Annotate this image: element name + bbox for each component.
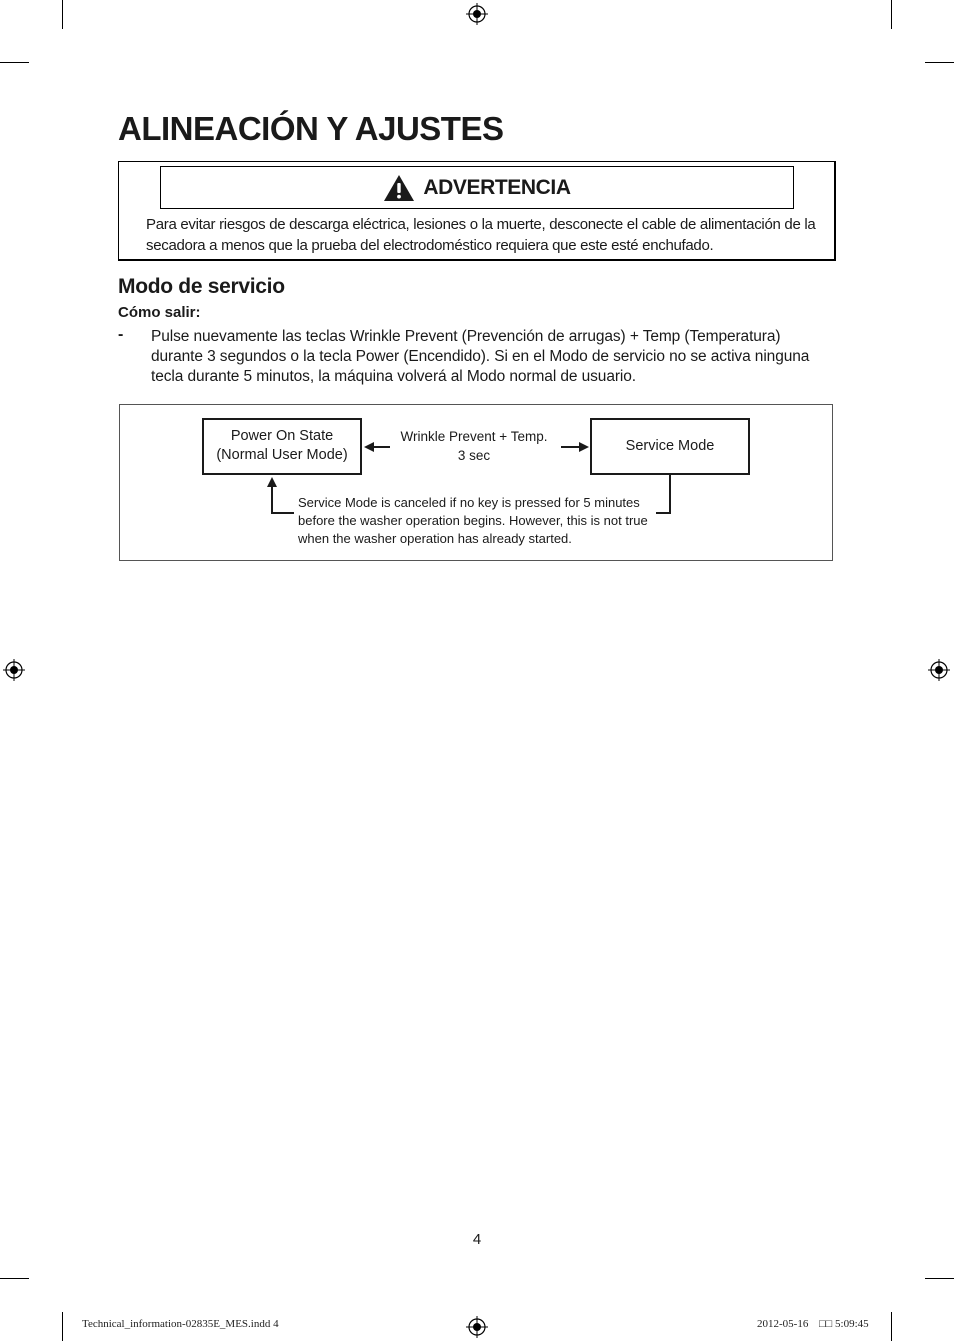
service-mode-label: Service Mode [625, 438, 715, 454]
arrow-head-right [579, 442, 589, 452]
arrow-head-left [364, 442, 374, 452]
arrow-label: Wrinkle Prevent + Temp. 3 sec [400, 429, 548, 463]
diagram-note: Service Mode is canceled if no key is pressed for 5 minutes before the washer operation begins. However, this is not true when the washer operation has already started. [298, 495, 648, 546]
section-subheading: Cómo salir: [118, 304, 201, 321]
footer-date: 2012-05-16 [757, 1318, 809, 1330]
registration-mark-icon [928, 659, 950, 681]
footer-time: □□ 5:09:45 [819, 1318, 869, 1330]
page-number: 4 [472, 1231, 482, 1248]
warning-label: ADVERTENCIA [423, 175, 571, 199]
power-on-state-label: Power On State (Normal User Mode) [216, 428, 348, 463]
crop-mark [0, 1278, 29, 1279]
registration-mark-icon [466, 1316, 488, 1338]
warning-text: Para evitar riesgos de descarga eléctrica, lesiones o la muerte, desconecte el cable de alimentación de la secadora a menos que la prueba del electrodoméstico requiera que este esté enchufado. [146, 216, 816, 254]
page-title: ALINEACIÓN Y AJUSTES [118, 110, 504, 147]
footer-file: Technical_information-02835E_MES.indd 4 [82, 1318, 279, 1330]
registration-mark-icon [3, 659, 25, 681]
bullet-marker: - [118, 326, 124, 343]
section-heading: Modo de servicio [118, 275, 285, 298]
crop-mark [925, 1278, 954, 1279]
crop-mark [891, 1312, 892, 1341]
section-body: Pulse nuevamente las teclas Wrinkle Prevent (Prevención de arrugas) + Temp (Temperatura) durante 3 segundos o la tecla Power (Encendido). Si en el Modo de servicio no se activa ninguna tecla durante 5 minutos, la máquina volverá al Modo normal de usuario. [151, 328, 810, 385]
arrow-head-up [267, 477, 277, 487]
crop-mark [62, 1312, 63, 1341]
